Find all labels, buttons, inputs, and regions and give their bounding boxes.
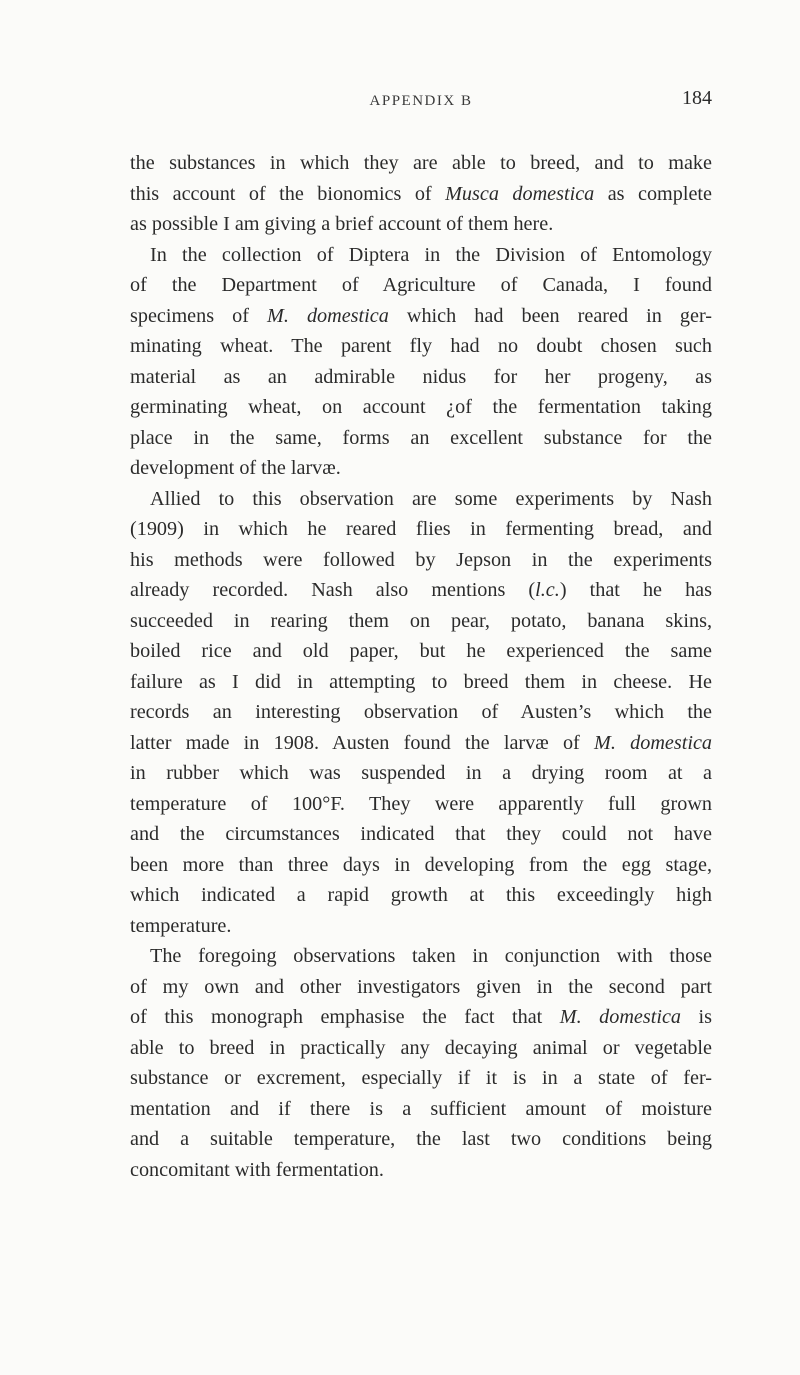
- text-line: [130, 331, 712, 362]
- text-segment: already recorded. Nash also mentions (: [130, 579, 536, 601]
- text-line: [130, 453, 712, 484]
- text-line: [130, 667, 712, 698]
- text-segment: which indicated a rapid growth at this exceedingly high: [130, 884, 712, 906]
- text-segment: mentation and if there is a sufficient amount of moisture: [130, 1097, 712, 1120]
- text-line: [130, 1063, 712, 1094]
- text-segment: been more than three days in developing from the egg stage,: [130, 853, 712, 876]
- text-line: [130, 850, 712, 881]
- italic-term: M. domestica: [559, 1006, 682, 1028]
- text-segment: (1909) in which he reared flies in fermenting bread, and: [130, 518, 712, 540]
- text-segment: of the Department of Agriculture of Canada, I found: [130, 274, 712, 296]
- text-line: [130, 941, 712, 972]
- text-segment: as possible I am giving a brief account of them here.: [130, 213, 554, 235]
- text-segment: which had been reared in ger-: [388, 304, 712, 327]
- text-line: [130, 1124, 712, 1155]
- page-number: 184: [682, 87, 712, 109]
- text-segment: concomitant with fermentation.: [130, 1158, 384, 1181]
- text-segment: records an interesting observation of Austen’s which the: [130, 701, 712, 723]
- text-line: [130, 758, 712, 789]
- text-line: [130, 484, 712, 515]
- text-segment: boiled rice and old paper, but he experienced the same: [130, 640, 712, 662]
- text-line: [130, 1033, 712, 1064]
- text-segment: of my own and other investigators given in the second part: [130, 975, 712, 998]
- text-segment: In the collection of Diptera in the Division of Entomology: [150, 243, 712, 266]
- text-segment: ) that he has: [559, 579, 712, 601]
- text-segment: of this monograph emphasise the fact that: [130, 1006, 560, 1028]
- text-line: [130, 392, 712, 423]
- text-line: [130, 880, 712, 911]
- text-segment: as complete: [594, 182, 712, 205]
- text-line: [130, 636, 712, 667]
- text-line: [130, 1094, 712, 1125]
- text-line: [130, 423, 712, 454]
- text-line: [130, 301, 712, 332]
- text-line: [130, 148, 712, 179]
- text-segment: germinating wheat, on account ¿of the fermentation taking: [130, 396, 712, 418]
- body-text: [130, 148, 712, 1185]
- text-line: [130, 789, 712, 820]
- running-head: APPENDIX B: [369, 93, 473, 109]
- text-segment: this account of the bionomics of: [130, 182, 446, 205]
- text-segment: specimens of: [130, 304, 268, 327]
- text-segment: and a suitable temperature, the last two conditions being: [130, 1128, 712, 1150]
- text-line: [130, 728, 712, 759]
- text-line: [130, 514, 712, 545]
- italic-term: l.c.: [535, 579, 560, 601]
- text-segment: material as an admirable nidus for her progeny, as: [130, 365, 712, 388]
- text-line: [130, 209, 712, 240]
- text-line: [130, 819, 712, 850]
- text-segment: place in the same, forms an excellent substance for the: [130, 426, 712, 449]
- text-line: [130, 179, 712, 210]
- text-line: [130, 911, 712, 942]
- text-segment: is: [681, 1006, 713, 1028]
- text-line: [130, 1155, 712, 1186]
- text-segment: Allied to this observation are some experiments by Nash: [150, 487, 712, 510]
- text-segment: temperature.: [130, 914, 232, 937]
- text-line: [130, 697, 712, 728]
- text-segment: and the circumstances indicated that they could not have: [130, 823, 712, 845]
- text-segment: latter made in 1908. Austen found the larvæ of: [130, 731, 595, 754]
- text-line: [130, 240, 712, 271]
- text-segment: The foregoing observations taken in conjunction with those: [150, 945, 712, 967]
- text-line: [130, 362, 712, 393]
- text-line: [130, 575, 712, 606]
- text-segment: minating wheat. The parent fly had no doubt chosen such: [130, 335, 712, 357]
- text-segment: temperature of 100°F. They were apparently full grown: [130, 792, 712, 815]
- italic-term: M. domestica: [267, 304, 389, 327]
- text-line: [130, 270, 712, 301]
- italic-term: Musca domestica: [445, 182, 595, 205]
- text-line: [130, 972, 712, 1003]
- text-segment: substance or excrement, especially if it is in a state of fer-: [130, 1067, 712, 1089]
- text-segment: succeeded in rearing them on pear, potato, banana skins,: [130, 609, 712, 632]
- text-segment: the substances in which they are able to breed, and to make: [130, 152, 712, 174]
- text-segment: development of the larvæ.: [130, 457, 341, 479]
- text-line: [130, 1002, 712, 1033]
- text-line: [130, 545, 712, 576]
- italic-term: M. domestica: [594, 731, 712, 754]
- text-segment: his methods were followed by Jepson in the experiments: [130, 548, 712, 571]
- text-segment: able to breed in practically any decaying animal or vegetable: [130, 1036, 712, 1059]
- text-line: [130, 606, 712, 637]
- text-segment: failure as I did in attempting to breed them in cheese. He: [130, 670, 712, 693]
- text-segment: in rubber which was suspended in a drying room at a: [130, 762, 712, 784]
- page-header: [130, 87, 712, 123]
